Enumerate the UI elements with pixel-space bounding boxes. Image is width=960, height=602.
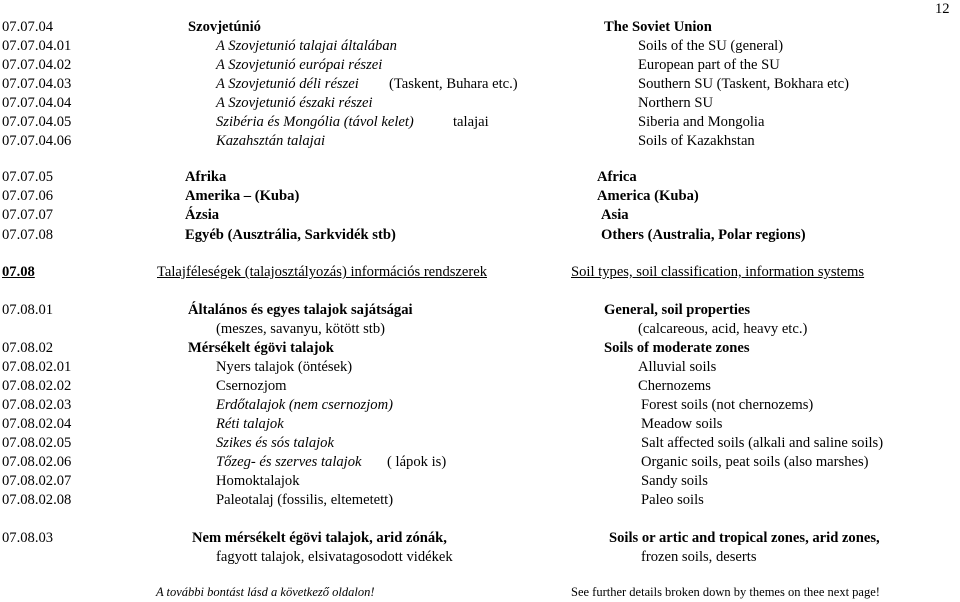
row-en-title: Paleo soils	[641, 492, 704, 508]
row-hu-note: (Taskent, Buhara etc.)	[389, 76, 518, 92]
index-row	[0, 434, 960, 453]
index-row	[0, 94, 960, 113]
index-row	[0, 132, 960, 151]
row-en-title: General, soil properties	[604, 302, 751, 318]
row-code: 07.08.02.07	[2, 473, 72, 489]
row-hu-title: Szibéria és Mongólia (távol kelet)	[216, 114, 414, 130]
row-hu-title: A Szovjetunió északi részei	[216, 95, 373, 111]
row-en-title: The Soviet Union	[604, 19, 712, 35]
row-code: 07.08.01	[2, 302, 54, 318]
row-code: 07.08.02.06	[2, 454, 72, 470]
index-row	[0, 415, 960, 434]
row-code: 07.07.04.02	[2, 57, 72, 73]
index-row	[0, 18, 960, 37]
row-hu-note: ( lápok is)	[387, 454, 447, 470]
row-hu-title: A Szovjetunió déli részei	[216, 76, 359, 92]
row-en-title: Organic soils, peat soils (also marshes)	[641, 454, 869, 470]
row-hu-title: Erdőtalajok (nem csernozjom)	[216, 397, 393, 413]
index-row	[0, 491, 960, 510]
row-hu-title: Nem mérsékelt égövi talajok, arid zónák,	[192, 530, 447, 546]
index-row	[0, 453, 960, 472]
row-en-title: Salt affected soils (alkali and saline soils)	[641, 435, 884, 451]
row-en-title: European part of the SU	[638, 57, 780, 73]
row-hu-title: A Szovjetunió talajai általában	[216, 38, 397, 54]
row-code: 07.07.04.05	[2, 114, 72, 130]
row-hu-title: Ázsia	[185, 207, 220, 223]
index-row	[0, 168, 960, 187]
row-hu-title: Szikes és sós talajok	[216, 435, 334, 451]
footer-note	[0, 583, 960, 602]
index-row-continuation	[0, 320, 960, 339]
row-hu-title: Tőzeg- és szerves talajok	[216, 454, 362, 470]
row-en-title: Asia	[601, 207, 629, 223]
row-hu-title: Egyéb (Ausztrália, Sarkvidék stb)	[185, 227, 396, 243]
row-en-title: Soils or artic and tropical zones, arid zones,	[609, 530, 880, 546]
row-en-title: (calcareous, acid, heavy etc.)	[638, 321, 808, 337]
row-code: 07.08.02.08	[2, 492, 72, 508]
index-row	[0, 396, 960, 415]
index-row	[0, 75, 960, 94]
row-en-title: Southern SU (Taskent, Bokhara etc)	[638, 76, 849, 92]
row-code: 07.07.07	[2, 207, 54, 223]
row-hu-title: Talajféleségek (talajosztályozás) információs rendszerek	[157, 264, 488, 280]
row-code: 07.08.02.05	[2, 435, 72, 451]
row-code: 07.07.04.06	[2, 133, 72, 149]
index-row	[0, 226, 960, 245]
row-en-title: Alluvial soils	[638, 359, 717, 375]
row-code: 07.08	[2, 264, 35, 280]
index-row-continuation	[0, 548, 960, 567]
row-code: 07.08.03	[2, 530, 54, 546]
row-en-title: Sandy soils	[641, 473, 708, 489]
row-code: 07.08.02.04	[2, 416, 72, 432]
row-hu-title: fagyott talajok, elsivatagosodott vidékek	[216, 549, 453, 565]
index-row	[0, 37, 960, 56]
row-hu-note: talajai	[453, 114, 489, 130]
row-hu-title: (meszes, savanyu, kötött stb)	[216, 321, 386, 337]
row-code: 07.08.02.01	[2, 359, 72, 375]
row-code: 07.07.04.04	[2, 95, 72, 111]
row-en-title: Forest soils (not chernozems)	[641, 397, 814, 413]
row-en-title: frozen soils, deserts	[641, 549, 757, 565]
index-row	[0, 113, 960, 132]
row-en-title: Northern SU	[638, 95, 713, 111]
row-hu-title: Réti talajok	[216, 416, 284, 432]
section-heading-row	[0, 263, 960, 282]
index-row	[0, 472, 960, 491]
index-row	[0, 56, 960, 75]
index-row	[0, 206, 960, 225]
index-row	[0, 339, 960, 358]
row-code: 07.08.02	[2, 340, 54, 356]
row-en-title: Soils of the SU (general)	[638, 38, 784, 54]
row-hu-title: Kazahsztán talajai	[216, 133, 326, 149]
row-hu-title: Afrika	[185, 169, 227, 185]
row-code: 07.07.06	[2, 188, 54, 204]
index-row	[0, 377, 960, 396]
row-hu-title: Mérsékelt égövi talajok	[188, 340, 334, 356]
row-en-title: Siberia and Mongolia	[638, 114, 765, 130]
row-en-title: America (Kuba)	[597, 188, 699, 204]
row-hu-title: Amerika – (Kuba)	[185, 188, 300, 204]
row-hu-title: Paleotalaj (fossilis, eltemetett)	[216, 492, 394, 508]
row-hu-title: Általános és egyes talajok sajátságai	[188, 302, 413, 318]
index-row	[0, 187, 960, 206]
row-hu-title: Homoktalajok	[216, 473, 300, 489]
row-code: 07.08.02.02	[2, 378, 72, 394]
row-en-title: Others (Australia, Polar regions)	[601, 227, 806, 243]
row-en-title: Soil types, soil classification, information systems	[571, 264, 865, 280]
index-row	[0, 529, 960, 548]
row-en-title: Chernozems	[638, 378, 711, 394]
row-en-title: Africa	[597, 169, 637, 185]
row-code: 07.07.04.01	[2, 38, 72, 54]
row-code: 07.07.05	[2, 169, 54, 185]
row-code: 07.08.02.03	[2, 397, 72, 413]
index-row	[0, 358, 960, 377]
row-en-title: Meadow soils	[641, 416, 723, 432]
row-hu-title: Csernozjom	[216, 378, 287, 394]
row-code: 07.07.08	[2, 227, 54, 243]
footer-note-en: See further details broken down by themes on thee next page!	[571, 585, 880, 599]
page-number: 12	[935, 1, 950, 17]
row-hu-title: A Szovjetunió európai részei	[216, 57, 383, 73]
row-code: 07.07.04	[2, 19, 54, 35]
index-row	[0, 301, 960, 320]
row-hu-title: Szovjetúnió	[188, 19, 261, 35]
row-hu-title: Nyers talajok (öntések)	[216, 359, 353, 375]
row-en-title: Soils of moderate zones	[604, 340, 750, 356]
row-code: 07.07.04.03	[2, 76, 72, 92]
footer-note-hu: A további bontást lásd a következő oldalon!	[156, 585, 375, 599]
row-en-title: Soils of Kazakhstan	[638, 133, 755, 149]
